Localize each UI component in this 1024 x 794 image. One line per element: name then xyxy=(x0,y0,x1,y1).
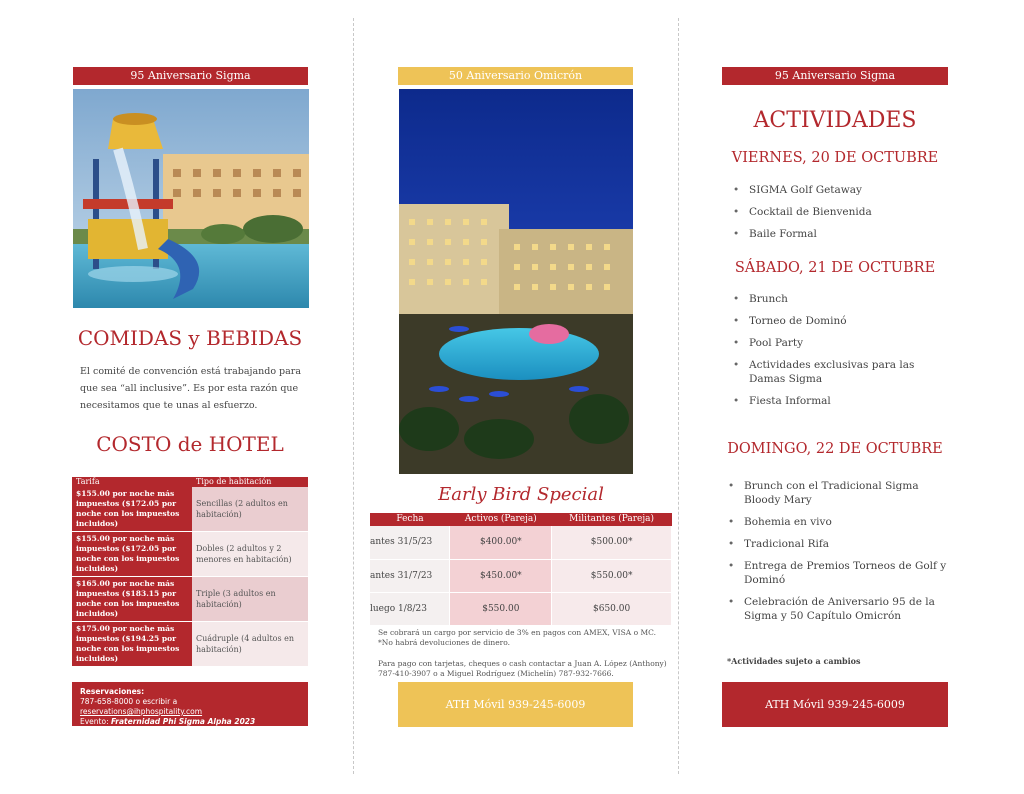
activities-disclaimer: *Actividades sujeto a cambios xyxy=(727,656,861,666)
room-cell: Sencillas (2 adultos en habitación) xyxy=(192,487,308,532)
list-item: • Pool Party xyxy=(729,336,944,350)
rate-cell: $165.00 por noche más impuestos ($183.15 por noche con los impuestos incluidos) xyxy=(72,577,192,622)
list-item: • Baile Formal xyxy=(729,227,944,241)
event-prefix: Evento: xyxy=(80,717,111,726)
militantes-cell: $550.00* xyxy=(552,559,672,592)
early-bird-title: Early Bird Special xyxy=(438,484,604,505)
header-tarifa: Tarifa xyxy=(72,477,192,487)
table-row xyxy=(370,526,672,559)
militantes-cell: $650.00 xyxy=(552,592,672,625)
rate-cell: $175.00 por noche más impuestos ($194.25 por noche con los impuestos incluidos) xyxy=(72,622,192,667)
list-item: • SIGMA Golf Getaway xyxy=(729,183,944,197)
list-item: • Tradicional Rifa xyxy=(724,537,948,551)
panel2-banner: 50 Aniversario Omicrón xyxy=(398,67,633,85)
hotel-title: COSTO de HOTEL xyxy=(96,432,284,456)
table-row xyxy=(370,592,672,625)
header-fecha: Fecha xyxy=(370,513,450,526)
event-name: Fraternidad Phi Sigma Alpha 2023 xyxy=(111,717,256,726)
room-cell: Cuádruple (4 adultos en habitación) xyxy=(192,622,308,667)
table-row xyxy=(72,577,308,622)
fecha-cell: antes 31/7/23 xyxy=(370,559,450,592)
day-friday-heading: VIERNES, 20 DE OCTUBRE xyxy=(731,150,939,166)
panel1-banner: 95 Aniversario Sigma xyxy=(73,67,308,85)
fecha-cell: antes 31/5/23 xyxy=(370,526,450,559)
comidas-title: COMIDAS y BEBIDAS xyxy=(77,326,303,350)
ath-movil-box-red: ATH Móvil 939-245-6009 xyxy=(722,682,948,727)
rate-cell: $155.00 por noche más impuestos ($172.05 por noche con los impuestos incluidos) xyxy=(72,487,192,532)
room-cell: Dobles (2 adultos y 2 menores en habitación) xyxy=(192,532,308,577)
reservations-box xyxy=(72,682,308,726)
activos-cell: $450.00* xyxy=(450,559,552,592)
reservations-title: Reservaciones: xyxy=(80,687,145,696)
list-item: • Brunch xyxy=(729,292,944,306)
actividades-title: ACTIVIDADES xyxy=(753,108,917,133)
saturday-activities-list xyxy=(729,292,944,416)
hotel-night-photo xyxy=(399,89,633,474)
payment-contact-note: Para pago con tarjetas, cheques o cash contactar a Juan A. López (Anthony) 787-410-3907 o a Miguel Rodríguez (Michelín) 787-932-7666. xyxy=(378,659,667,678)
list-item: • Torneo de Dominó xyxy=(729,314,944,328)
reservations-phone: 787-658-8000 o escribir a xyxy=(80,697,178,706)
header-activos: Activos (Pareja) xyxy=(450,513,552,526)
reservations-email-link[interactable]: reservations@ihphospitality.com xyxy=(80,707,203,716)
table-row xyxy=(72,622,308,667)
hotel-rate-table xyxy=(72,477,308,667)
day-sunday-heading: DOMINGO, 22 DE OCTUBRE xyxy=(727,441,943,457)
rate-cell: $155.00 por noche más impuestos ($172.05 por noche con los impuestos incluidos) xyxy=(72,532,192,577)
fecha-cell: luego 1/8/23 xyxy=(370,592,450,625)
header-tipo: Tipo de habitación xyxy=(192,477,308,487)
militantes-cell: $500.00* xyxy=(552,526,672,559)
table-row xyxy=(370,559,672,592)
friday-activities-list xyxy=(729,183,944,249)
list-item: • Brunch con el Tradicional Sigma Bloody Mary xyxy=(724,479,948,507)
panel3-banner: 95 Aniversario Sigma xyxy=(722,67,948,85)
fold-line-left xyxy=(353,18,354,774)
list-item: • Fiesta Informal xyxy=(729,394,944,408)
service-charge-note: Se cobrará un cargo por servicio de 3% en pagos con AMEX, VISA o MC. *No habrá devoluciones de dinero. xyxy=(378,628,657,647)
waterpark-photo xyxy=(73,89,309,308)
activos-cell: $400.00* xyxy=(450,526,552,559)
table-row xyxy=(72,532,308,577)
fold-line-right xyxy=(678,18,679,774)
list-item: • Bohemia en vivo xyxy=(724,515,948,529)
reservations-event xyxy=(80,717,300,727)
list-item: • Entrega de Premios Torneos de Golf y Dominó xyxy=(724,559,948,587)
header-militantes: Militantes (Pareja) xyxy=(552,513,672,526)
reservations-line xyxy=(80,697,300,717)
early-bird-table xyxy=(370,513,672,626)
list-item: • Celebración de Aniversario 95 de la Sigma y 50 Capítulo Omicrón xyxy=(724,595,948,623)
ath-movil-box-gold: ATH Móvil 939-245-6009 xyxy=(398,682,633,727)
list-item: • Cocktail de Bienvenida xyxy=(729,205,944,219)
room-cell: Triple (3 adultos en habitación) xyxy=(192,577,308,622)
table-row xyxy=(72,487,308,532)
day-saturday-heading: SÁBADO, 21 DE OCTUBRE xyxy=(734,260,936,276)
activos-cell: $550.00 xyxy=(450,592,552,625)
list-item: • Actividades exclusivas para las Damas Sigma xyxy=(729,358,944,386)
comidas-text: El comité de convención está trabajando para que sea “all inclusive”. Es por esta razón que necesitamos que te unas al esfuerzo. xyxy=(80,366,302,411)
sunday-activities-list xyxy=(724,479,948,631)
